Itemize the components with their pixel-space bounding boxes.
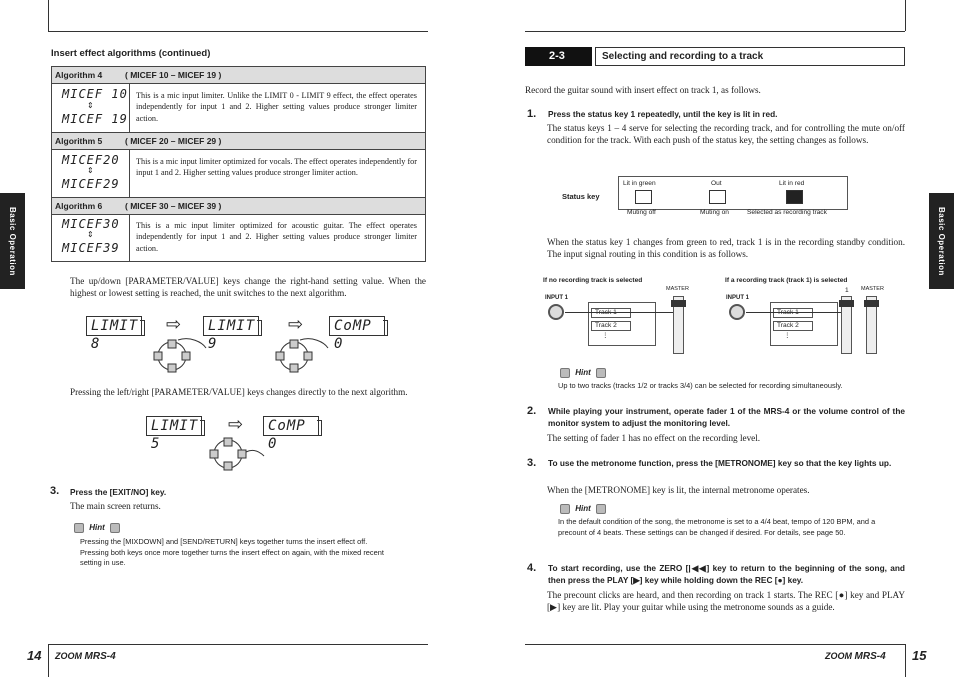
hint-label: Hint xyxy=(575,504,591,513)
signal-line xyxy=(746,312,841,313)
footer-brand-left xyxy=(55,651,116,662)
step-number: 3. xyxy=(527,457,537,469)
model: MRS-4 xyxy=(854,651,886,662)
lcd-end: MICEF 19 xyxy=(62,112,128,126)
hint-icon xyxy=(596,368,606,378)
signal-line xyxy=(565,312,673,313)
para-red: When the status key 1 changes from green to red, track 1 is in the recording standby condition. The input signal routing in this condition is as follows. xyxy=(547,237,905,260)
algorithm-5-body xyxy=(52,150,425,198)
lcd-end: MICEF39 xyxy=(62,241,120,255)
algorithm-6-header xyxy=(52,198,425,215)
algorithm-desc: This is a mic input limiter optimized for vocals. The effect operates independently for input 1 and 2. Higher setting values produce stronger limiter action. xyxy=(136,157,417,178)
routing-left-title: If no recording track is selected xyxy=(543,277,643,284)
down-arrow-icon: ⇕ xyxy=(87,101,94,110)
left-footer-rule xyxy=(48,644,428,645)
hint-icon xyxy=(560,504,570,514)
master-fader-knob xyxy=(864,300,879,307)
hint-text: Pressing the [MIXDOWN] and [SEND/RETURN] keys together turns the insert effect off. Pressing both keys once more together turns the insert effect on again, with the mixed recent setting in use. xyxy=(80,537,384,568)
fader-number: 1 xyxy=(845,287,849,294)
lcd-cell xyxy=(52,150,130,197)
input-jack-icon xyxy=(729,304,745,320)
state-top-label: Lit in red xyxy=(779,180,805,187)
hint-label: Hint xyxy=(575,368,591,377)
footer-brand-right xyxy=(825,651,886,662)
algorithm-range: ( MICEF 20 – MICEF 29 ) xyxy=(125,136,222,146)
right-arrow-icon: ⇨ xyxy=(166,314,182,334)
step-number: 3. xyxy=(50,485,60,497)
step-number: 1. xyxy=(527,108,537,120)
lcd-start: MICEF20 xyxy=(62,153,120,167)
status-key-red-icon xyxy=(786,190,803,204)
step-text: The main screen returns. xyxy=(70,501,161,511)
algorithm-desc: This is a mic input limiter. Unlike the LIMIT 0 - LIMIT 9 effect, the effect operates independently for input 1 and 2. Higher setting values produce stronger limiter action. xyxy=(136,91,417,123)
hint-text: In the default condition of the song, the metronome is set to a 4/4 beat, tempo of 120 BPM, and a precount of 4 beats. These settings can be changed if desired. For details, see page 50. xyxy=(558,517,876,537)
side-tab-right: Basic Operation xyxy=(929,193,954,289)
right-footer-rule xyxy=(525,644,905,645)
state-top-label: Out xyxy=(711,180,722,187)
right-arrow-icon: ⇨ xyxy=(288,314,304,334)
algorithm-4-header xyxy=(52,67,425,84)
parameter-key-pad-icon xyxy=(272,336,332,376)
section-number: 2-3 xyxy=(525,47,592,66)
algorithm-desc: This is a mic input limiter optimized for acoustic guitar. The effect operates independently for input 1 and 2. Higher setting values produce stronger limiter action. xyxy=(136,221,417,253)
lcd-display: LIMIT 8 xyxy=(86,316,142,336)
algorithm-name: Algorithm 4 xyxy=(55,70,103,80)
step-title: To start recording, use the ZERO [|◀◀] key to return to the beginning of the song, and then press the PLAY [▶] key while holding down the REC [●] key. xyxy=(548,563,905,586)
hint-icon xyxy=(560,368,570,378)
lcd-start: MICEF 10 xyxy=(62,87,128,101)
fader-1-knob xyxy=(839,300,854,307)
more-tracks: ⋮ xyxy=(602,332,609,339)
algorithm-range: ( MICEF 10 – MICEF 19 ) xyxy=(125,70,222,80)
page-number: 14 xyxy=(27,648,42,663)
step-number: 2. xyxy=(527,405,537,417)
left-page-border xyxy=(48,0,49,31)
left-header-rule xyxy=(48,31,428,32)
hint-label: Hint xyxy=(89,523,105,532)
lcd-display: LIMIT 9 xyxy=(203,316,259,336)
para-leftright: Pressing the left/right [PARAMETER/VALUE] keys changes directly to the next algorithm. xyxy=(70,387,408,397)
step-text: The setting of fader 1 has no effect on the recording level. xyxy=(547,433,761,443)
side-tab-left: Basic Operation xyxy=(0,193,25,289)
track-2-label: Track 2 xyxy=(595,322,617,329)
model: MRS-4 xyxy=(84,651,116,662)
algorithm-6-body xyxy=(52,215,425,261)
lcd-start: MICEF30 xyxy=(62,217,120,231)
hint-badge xyxy=(74,522,120,534)
input-label: INPUT 1 xyxy=(545,295,569,301)
brand: ZOOM xyxy=(825,651,852,661)
down-arrow-icon: ⇕ xyxy=(87,166,94,175)
hint-badge xyxy=(560,503,606,515)
parameter-key-pad-icon xyxy=(150,336,210,376)
algorithm-name: Algorithm 6 xyxy=(55,201,103,211)
master-label: MASTER xyxy=(861,286,884,292)
state-top-label: Lit in green xyxy=(623,180,656,187)
algorithm-5-header xyxy=(52,133,425,150)
lcd-end: MICEF29 xyxy=(62,177,120,191)
step-text: The status keys 1 – 4 serve for selecting the recording track, and for controlling the mute on/off condition for the track. With each push of the status key, the setting changes as follows. xyxy=(547,123,905,146)
state-bottom-label: Selected as recording track xyxy=(747,209,827,216)
lcd-display: CoMP 0 xyxy=(329,316,385,336)
state-bottom-label: Muting on xyxy=(700,209,729,216)
right-arrow-icon: ⇨ xyxy=(228,414,244,434)
master-label: MASTER xyxy=(666,286,689,292)
section-title: Selecting and recording to a track xyxy=(595,47,905,66)
hint-icon xyxy=(74,523,84,533)
input-jack-icon xyxy=(548,304,564,320)
status-key-label: Status key xyxy=(562,192,600,201)
status-key-green-icon xyxy=(635,190,652,204)
algorithm-4-body xyxy=(52,84,425,133)
left-footer-border xyxy=(48,644,49,677)
algorithm-range: ( MICEF 30 – MICEF 39 ) xyxy=(125,201,222,211)
down-arrow-icon: ⇕ xyxy=(87,230,94,239)
algorithm-table xyxy=(51,66,426,262)
master-fader-knob xyxy=(671,300,686,307)
track-2-label: Track 2 xyxy=(777,322,799,329)
routing-right-title: If a recording track (track 1) is selected xyxy=(725,277,848,284)
algorithm-name: Algorithm 5 xyxy=(55,136,103,146)
hint-text: Up to two tracks (tracks 1/2 or tracks 3/4) can be selected for recording simultaneously. xyxy=(558,381,843,390)
intro-text: Record the guitar sound with insert effect on track 1, as follows. xyxy=(525,85,761,95)
para-updown: The up/down [PARAMETER/VALUE] keys change the right-hand setting value. When the highest or lowest setting is reached, the unit switches to the next algorithm. xyxy=(70,276,426,299)
lcd-display: CoMP 0 xyxy=(263,416,319,436)
hint-icon xyxy=(110,523,120,533)
section-header xyxy=(525,47,905,66)
input-label: INPUT 1 xyxy=(726,295,750,301)
step-title: While playing your instrument, operate fader 1 of the MRS-4 or the volume control of the monitor system to adjust the monitoring level. xyxy=(548,406,905,429)
hint-badge xyxy=(560,367,606,379)
lcd-cell xyxy=(52,215,130,261)
parameter-key-pad-icon xyxy=(206,434,266,474)
step-text: When the [METRONOME] key is lit, the internal metronome operates. xyxy=(547,485,810,495)
right-header-rule xyxy=(525,31,905,32)
step-title: To use the metronome function, press the [METRONOME] key so that the key lights up. xyxy=(548,458,892,468)
step-number: 4. xyxy=(527,562,537,574)
page-number: 15 xyxy=(912,648,927,663)
lcd-cell xyxy=(52,84,130,132)
more-tracks: ⋮ xyxy=(784,332,791,339)
step-title: Press the status key 1 repeatedly, until the key is lit in red. xyxy=(548,109,778,119)
step-title: Press the [EXIT/NO] key. xyxy=(70,487,167,497)
left-heading: Insert effect algorithms (continued) xyxy=(51,48,211,59)
brand: ZOOM xyxy=(55,651,82,661)
status-key-off-icon xyxy=(709,190,726,204)
right-footer-border xyxy=(905,644,906,677)
right-page-border xyxy=(905,0,906,31)
hint-icon xyxy=(596,504,606,514)
lcd-display: LIMIT 5 xyxy=(146,416,202,436)
step-text: The precount clicks are heard, and then recording on track 1 starts. The REC [●] key and PLAY [▶] key are lit. Play your guitar while using the metronome sounds as a guide. xyxy=(547,590,905,613)
state-bottom-label: Muting off xyxy=(627,209,656,216)
